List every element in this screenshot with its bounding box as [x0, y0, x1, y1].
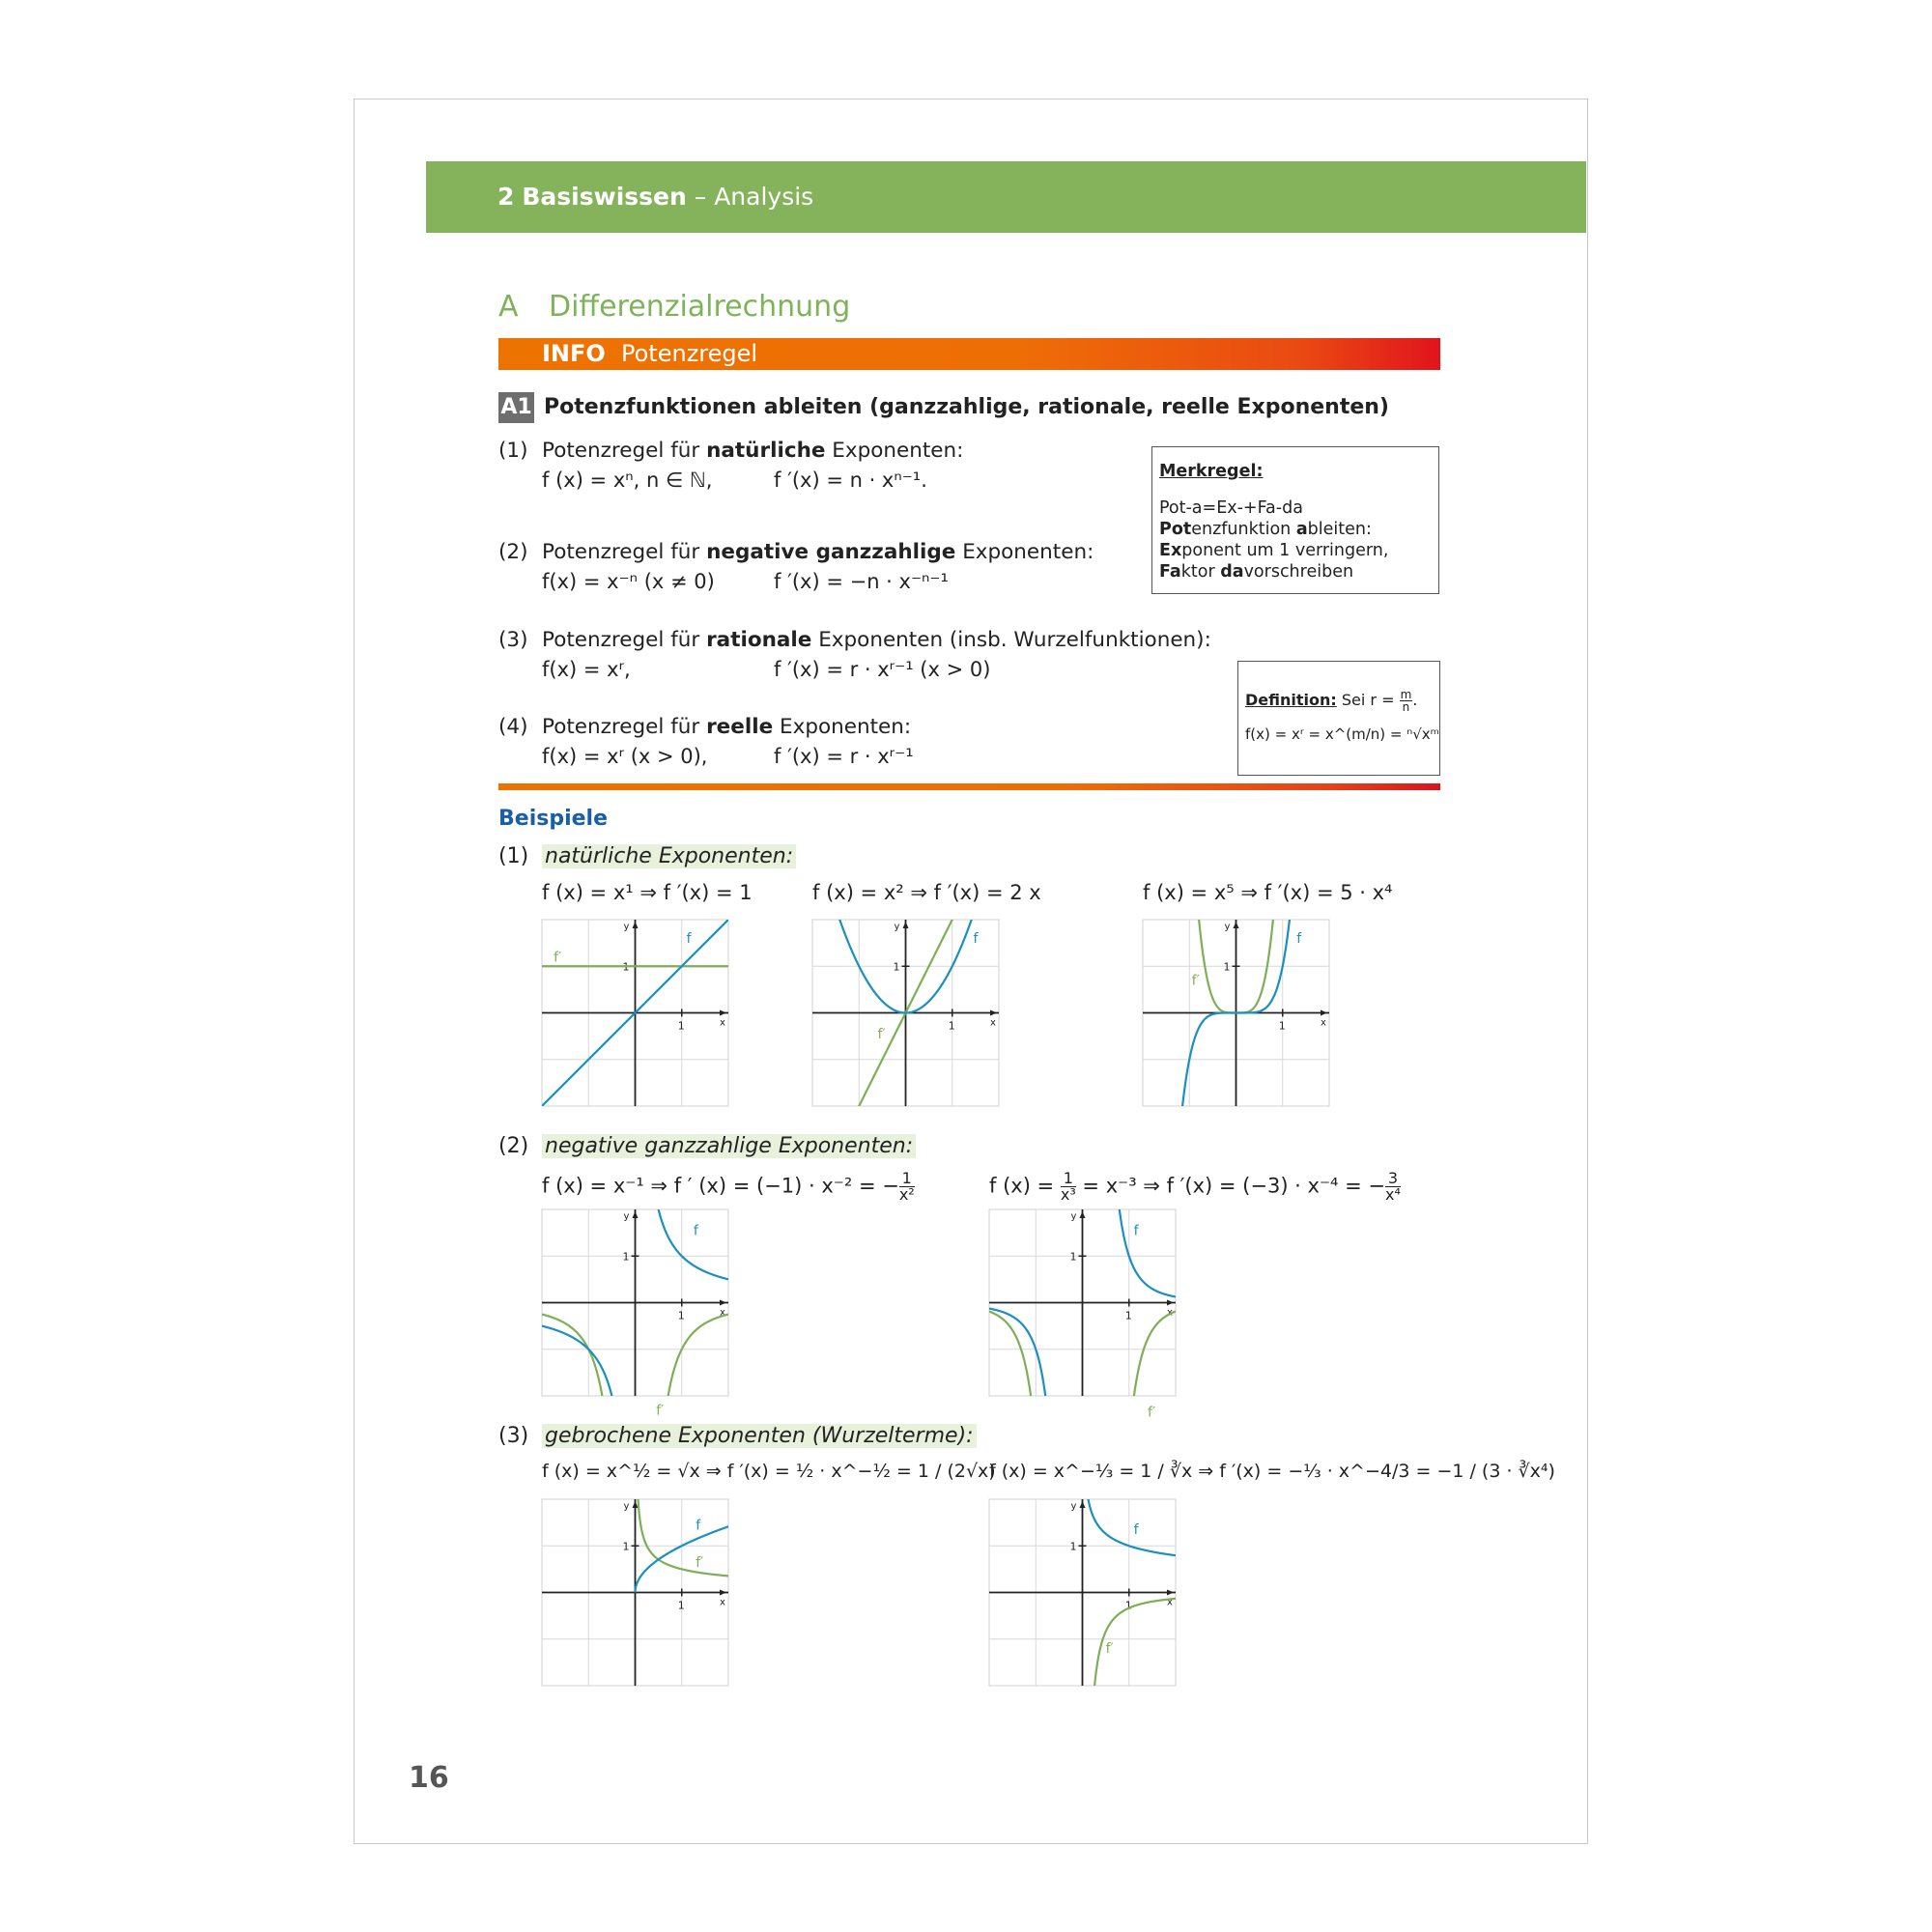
- merkregel-heading: Merkregel:: [1159, 462, 1264, 481]
- y-axis-label: y: [623, 1211, 630, 1222]
- function-label: f: [973, 931, 979, 948]
- rule-4: (4) Potenzregel für reelle Exponenten:: [498, 715, 912, 739]
- graph-x5: [1143, 920, 1329, 1106]
- example-1-label: (1) natürliche Exponenten:: [498, 841, 796, 872]
- info-label: INFO: [542, 340, 606, 367]
- derivative-label: f′: [1148, 1405, 1156, 1421]
- a1-badge: A1: [498, 392, 534, 423]
- info-bar: [498, 338, 1440, 370]
- graph-x1: [542, 920, 728, 1106]
- definition-formula: f(x) = xʳ = x^(m/n) = ⁿ√xᵐ: [1245, 725, 1440, 743]
- definition-heading: Definition:: [1245, 691, 1337, 709]
- graph-x-3: [989, 1209, 1176, 1421]
- section-name: Differenzialrechnung: [549, 290, 851, 324]
- derivative-label: f′: [656, 1403, 665, 1419]
- rule-2-f: f(x) = x⁻ⁿ (x ≠ 0): [542, 570, 715, 593]
- graph-x2: [812, 920, 999, 1106]
- section-separator: [498, 783, 1440, 790]
- x-tick-label: 1: [677, 1019, 685, 1033]
- x-axis-label: x: [720, 1307, 725, 1319]
- rule-1-f: f (x) = xⁿ, n ∈ ℕ,: [542, 469, 713, 492]
- function-label: f: [1133, 1223, 1139, 1239]
- example-3-label: (3) gebrochene Exponenten (Wurzelterme):: [498, 1421, 977, 1452]
- y-axis-label: y: [1070, 1211, 1077, 1222]
- x-axis-label: x: [1167, 1597, 1173, 1608]
- example-2-label: (2) negative ganzzahlige Exponenten:: [498, 1131, 916, 1162]
- function-label: f: [696, 1518, 701, 1534]
- y-tick-label: 1: [893, 960, 900, 974]
- x-tick-label: 1: [677, 1309, 685, 1322]
- function-label: f: [693, 1223, 698, 1239]
- rule-2-fp: f ′(x) = −n · x⁻ⁿ⁻¹: [774, 570, 949, 593]
- rule-3-fp: f ′(x) = r · xʳ⁻¹ (x > 0): [774, 658, 991, 681]
- graph-x-1: [542, 1209, 728, 1419]
- y-tick-label: 1: [1069, 1540, 1077, 1553]
- rule-4-f: f(x) = xʳ (x > 0),: [542, 745, 708, 768]
- x-axis-label: x: [1167, 1307, 1173, 1319]
- graph-cbrt-inv: [989, 1499, 1176, 1686]
- rule-1-fp: f ′(x) = n · xⁿ⁻¹.: [774, 469, 927, 492]
- x-tick-label: 1: [1278, 1019, 1286, 1033]
- derivative-label: f′: [1191, 973, 1200, 989]
- x-tick-label: 1: [1124, 1309, 1132, 1322]
- x-axis-label: x: [720, 1597, 725, 1608]
- merkregel-box: [1151, 446, 1439, 594]
- x-axis-label: x: [720, 1017, 725, 1029]
- chapter-name: Basiswissen: [522, 183, 687, 211]
- example-2-formula-b: f (x) = $\frac{1}{\text{x³}}$ = x⁻³ ⇒ f ′(x) = (−3) · x⁻⁴ = − $\frac{3}{\text{x⁴}}$: [989, 1169, 1401, 1204]
- example-3-formula-a: f (x) = x^½ = √x ⇒ f ′(x) = ½ · x^−½ = 1 / (2√x): [542, 1461, 996, 1482]
- graph-sqrt: [542, 1499, 728, 1686]
- derivative-label: f′: [877, 1027, 886, 1043]
- y-axis-label: y: [623, 922, 630, 932]
- page-number: 16: [409, 1761, 449, 1795]
- y-axis-label: y: [1224, 922, 1231, 932]
- x-tick-label: 1: [677, 1599, 685, 1612]
- derivative-label: f′: [554, 950, 562, 966]
- function-label: f: [686, 931, 692, 948]
- rule-3-f: f(x) = xʳ,: [542, 658, 631, 681]
- example-3-formula-b: f (x) = x^−⅓ = 1 / ∛x ⇒ f ′(x) = −⅓ · x^−4/3 = −1 / (3 · ∛x⁴): [989, 1461, 1555, 1482]
- x-axis-label: x: [1321, 1017, 1326, 1029]
- example-1-formula-a: f (x) = x¹ ⇒ f ′(x) = 1: [542, 881, 753, 904]
- info-title: Potenzregel: [621, 340, 758, 367]
- section-title: [498, 290, 850, 324]
- function-label: f: [1296, 931, 1302, 948]
- definition-box: Definition: Sei r = $\frac{m}{n}$ . f(x) = xʳ = x^(m/n) = ⁿ√xᵐ: [1237, 661, 1440, 776]
- chapter-subtitle: – Analysis: [694, 183, 814, 211]
- y-tick-label: 1: [1223, 960, 1231, 974]
- a1-title: Potenzfunktionen ableiten (ganzzahlige, rationale, reelle Exponenten): [544, 395, 1389, 419]
- derivative-label: f′: [1105, 1641, 1114, 1658]
- example-1-formula-b: f (x) = x² ⇒ f ′(x) = 2 x: [812, 881, 1041, 904]
- merkregel-body: Pot-a=Ex-+Fa-da Potenzfunktion ableiten: Exponent um 1 verringern, Faktor davorschreiben: [1159, 498, 1389, 582]
- x-axis-label: x: [990, 1017, 996, 1029]
- y-tick-label: 1: [622, 1540, 630, 1553]
- y-axis-label: y: [894, 922, 900, 932]
- rule-1: (1) Potenzregel für natürliche Exponenten:: [498, 439, 964, 463]
- chapter-number: 2: [497, 183, 515, 211]
- y-axis-label: y: [1070, 1501, 1077, 1512]
- chapter-header: [426, 161, 1586, 233]
- rule-3: (3) Potenzregel für rationale Exponenten (insb. Wurzelfunktionen):: [498, 628, 1211, 652]
- y-axis-label: y: [623, 1501, 630, 1512]
- section-letter: A: [498, 290, 519, 324]
- x-tick-label: 1: [1124, 1599, 1132, 1612]
- y-tick-label: 1: [1069, 1250, 1077, 1264]
- y-tick-label: 1: [622, 960, 630, 974]
- example-1-formula-c: f (x) = x⁵ ⇒ f ′(x) = 5 · x⁴: [1143, 881, 1393, 904]
- y-tick-label: 1: [622, 1250, 630, 1264]
- derivative-label: f′: [696, 1554, 704, 1571]
- x-tick-label: 1: [948, 1019, 955, 1033]
- beispiele-heading: Beispiele: [498, 807, 608, 831]
- function-label: f: [1133, 1522, 1139, 1539]
- example-2-formula-a: f (x) = x⁻¹ ⇒ f ′ (x) = (−1) · x⁻² = − $\frac{1}{\text{x²}}$: [542, 1169, 915, 1204]
- rule-2: (2) Potenzregel für negative ganzzahlige Exponenten:: [498, 540, 1094, 564]
- a1-heading: [498, 392, 1389, 423]
- rule-4-fp: f ′(x) = r · xʳ⁻¹: [774, 745, 914, 768]
